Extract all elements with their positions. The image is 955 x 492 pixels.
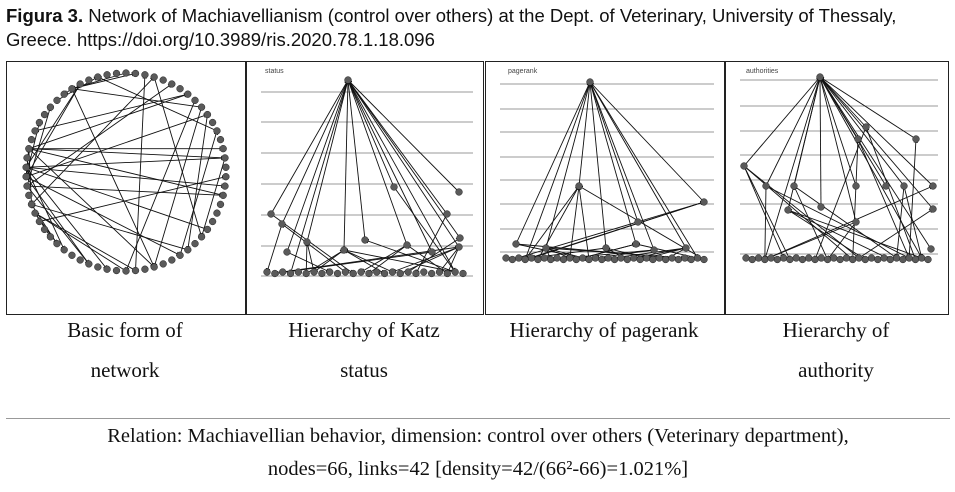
panel-authority bbox=[725, 61, 949, 315]
network-node bbox=[345, 77, 352, 84]
network-node bbox=[177, 85, 184, 92]
panel-katz-status bbox=[246, 61, 484, 315]
network-node bbox=[350, 270, 357, 277]
network-node bbox=[25, 192, 32, 199]
network-edge bbox=[348, 80, 447, 214]
network-edge bbox=[394, 187, 455, 272]
network-node bbox=[587, 79, 594, 86]
network-node bbox=[405, 269, 412, 276]
network-node bbox=[456, 244, 463, 251]
network-edge bbox=[859, 209, 933, 258]
network-node bbox=[901, 183, 908, 190]
network-node bbox=[311, 269, 318, 276]
network-edge bbox=[909, 139, 916, 258]
network-node bbox=[32, 210, 39, 217]
figure-caption-text: Network of Machiavellianism (control over others) at the Dept. of Veterinary, University of Thessaly, Greece. https://doi.org/10.3989/ris.2020.78.1.18.096 bbox=[6, 5, 897, 50]
network-node bbox=[85, 77, 92, 84]
network-node bbox=[28, 201, 35, 208]
network-node bbox=[805, 255, 812, 262]
network-edge bbox=[579, 186, 589, 260]
network-node bbox=[123, 70, 130, 77]
network-node bbox=[893, 255, 900, 262]
network-node bbox=[373, 269, 380, 276]
network-node bbox=[151, 264, 158, 271]
network-node bbox=[85, 261, 92, 268]
network-node bbox=[222, 183, 229, 190]
network-node bbox=[853, 219, 860, 226]
network-edge bbox=[136, 75, 145, 271]
network-node bbox=[918, 255, 925, 262]
network-node bbox=[420, 269, 427, 276]
network-node bbox=[436, 269, 443, 276]
network-node bbox=[683, 245, 690, 252]
network-node bbox=[824, 256, 831, 263]
network-node bbox=[220, 192, 227, 199]
network-node bbox=[198, 104, 205, 111]
network-node bbox=[503, 255, 510, 262]
network-node bbox=[899, 256, 906, 263]
pagerank-graph bbox=[486, 62, 724, 314]
network-node bbox=[204, 111, 211, 118]
network-node bbox=[611, 256, 618, 263]
relation-line1: Relation: Machiavellian behavior, dimension: control over others (Veterinary department), bbox=[107, 425, 849, 447]
network-edge bbox=[291, 80, 348, 274]
network-node bbox=[104, 71, 111, 78]
network-node bbox=[856, 255, 863, 262]
network-node bbox=[605, 255, 612, 262]
network-edge bbox=[858, 139, 909, 258]
network-node bbox=[284, 249, 291, 256]
network-node bbox=[192, 97, 199, 104]
network-node bbox=[61, 91, 68, 98]
network-node bbox=[397, 270, 404, 277]
network-edge bbox=[307, 80, 348, 242]
network-node bbox=[881, 255, 888, 262]
network-node bbox=[863, 124, 870, 131]
network-node bbox=[25, 145, 32, 152]
network-edge bbox=[27, 186, 223, 195]
network-edge bbox=[765, 186, 766, 260]
network-node bbox=[812, 256, 819, 263]
network-node bbox=[24, 183, 31, 190]
network-node bbox=[669, 255, 676, 262]
network-edge bbox=[35, 213, 50, 237]
network-edge bbox=[98, 77, 217, 131]
network-node bbox=[452, 269, 459, 276]
network-node bbox=[855, 136, 862, 143]
network-node bbox=[701, 256, 708, 263]
network-edge bbox=[815, 127, 866, 260]
network-node bbox=[656, 255, 663, 262]
network-node bbox=[429, 249, 436, 256]
network-node bbox=[168, 81, 175, 88]
network-edge bbox=[348, 80, 459, 192]
network-node bbox=[818, 255, 825, 262]
network-node bbox=[837, 256, 844, 263]
network-node bbox=[160, 261, 167, 268]
katz-status-graph bbox=[247, 62, 483, 314]
network-edge bbox=[516, 82, 590, 244]
network-node bbox=[28, 136, 35, 143]
network-node bbox=[780, 255, 787, 262]
network-node bbox=[132, 267, 139, 274]
network-node bbox=[513, 241, 520, 248]
network-node bbox=[217, 201, 224, 208]
network-node bbox=[184, 91, 191, 98]
network-node bbox=[791, 183, 798, 190]
network-node bbox=[603, 245, 610, 252]
network-node bbox=[637, 256, 644, 263]
network-node bbox=[214, 210, 221, 217]
network-edge bbox=[348, 80, 460, 238]
network-edge bbox=[287, 80, 348, 252]
network-node bbox=[554, 255, 561, 262]
network-node bbox=[113, 70, 120, 77]
network-node bbox=[675, 256, 682, 263]
network-edge bbox=[35, 213, 135, 270]
network-node bbox=[774, 256, 781, 263]
network-node bbox=[579, 255, 586, 262]
network-node bbox=[887, 256, 894, 263]
network-node bbox=[761, 256, 768, 263]
network-edge bbox=[29, 149, 225, 158]
basic-network-graph bbox=[7, 62, 245, 314]
network-node bbox=[930, 206, 937, 213]
network-node bbox=[184, 246, 191, 253]
network-node bbox=[566, 255, 573, 262]
network-node bbox=[334, 270, 341, 277]
network-node bbox=[303, 270, 310, 277]
network-node bbox=[94, 264, 101, 271]
divider-line bbox=[6, 418, 950, 419]
network-node bbox=[651, 247, 658, 254]
label-katz-status bbox=[246, 310, 482, 390]
network-node bbox=[793, 255, 800, 262]
network-node bbox=[592, 255, 599, 262]
network-node bbox=[576, 183, 583, 190]
label-pagerank-line1: Hierarchy of pagerank bbox=[509, 318, 699, 342]
network-node bbox=[36, 119, 43, 126]
network-node bbox=[326, 269, 333, 276]
network-node bbox=[23, 164, 30, 171]
network-node bbox=[47, 104, 54, 111]
network-node bbox=[849, 256, 856, 263]
network-node bbox=[23, 173, 30, 180]
network-edge bbox=[27, 84, 172, 186]
network-node bbox=[222, 173, 229, 180]
network-edge bbox=[282, 80, 348, 224]
authority-plot-label: authorities bbox=[746, 68, 779, 75]
network-node bbox=[41, 111, 48, 118]
network-node bbox=[77, 81, 84, 88]
network-edge bbox=[788, 77, 820, 210]
network-edge bbox=[765, 186, 933, 260]
network-edge bbox=[546, 82, 590, 248]
network-node bbox=[883, 183, 890, 190]
panel-pagerank bbox=[485, 61, 725, 315]
network-node bbox=[868, 255, 875, 262]
network-node bbox=[142, 266, 149, 273]
network-edge bbox=[271, 80, 348, 214]
network-node bbox=[47, 233, 54, 240]
network-node bbox=[749, 256, 756, 263]
network-node bbox=[428, 270, 435, 277]
network-node bbox=[444, 211, 451, 218]
network-node bbox=[304, 239, 311, 246]
network-node bbox=[366, 270, 373, 277]
label-katz-status-line2: status bbox=[340, 358, 388, 382]
network-node bbox=[341, 247, 348, 254]
network-node bbox=[264, 269, 271, 276]
network-edge bbox=[853, 139, 858, 260]
network-node bbox=[560, 256, 567, 263]
network-edge bbox=[590, 82, 606, 248]
network-node bbox=[209, 119, 216, 126]
network-node bbox=[198, 233, 205, 240]
network-node bbox=[69, 85, 76, 92]
network-node bbox=[404, 242, 411, 249]
network-edge bbox=[820, 77, 821, 207]
network-node bbox=[160, 77, 167, 84]
network-node bbox=[209, 218, 216, 225]
network-node bbox=[389, 269, 396, 276]
network-node bbox=[192, 240, 199, 247]
network-node bbox=[222, 155, 229, 162]
label-authority-line2: authority bbox=[798, 358, 874, 382]
authority-graph bbox=[726, 62, 948, 314]
network-edge bbox=[26, 177, 180, 256]
label-authority bbox=[725, 310, 947, 390]
network-node bbox=[874, 256, 881, 263]
network-node bbox=[381, 270, 388, 277]
relation-line2: nodes=66, links=42 [density=42/(66²-66)=1.021%] bbox=[267, 458, 689, 480]
label-pagerank bbox=[485, 310, 723, 350]
network-node bbox=[681, 255, 688, 262]
network-node bbox=[268, 211, 275, 218]
network-node bbox=[54, 240, 61, 247]
network-edge bbox=[26, 167, 207, 229]
relation-description bbox=[6, 420, 950, 486]
network-node bbox=[694, 255, 701, 262]
network-node bbox=[535, 256, 542, 263]
katz-plot-label: status bbox=[265, 68, 284, 75]
network-node bbox=[113, 267, 120, 274]
network-edge bbox=[39, 177, 225, 222]
network-node bbox=[853, 183, 860, 190]
network-node bbox=[630, 255, 637, 262]
network-node bbox=[763, 183, 770, 190]
network-node bbox=[32, 127, 39, 134]
network-node bbox=[41, 226, 48, 233]
figure-label: Figura 3. bbox=[6, 5, 84, 26]
network-node bbox=[787, 256, 794, 263]
network-edge bbox=[31, 77, 154, 204]
network-node bbox=[151, 74, 158, 81]
network-node bbox=[391, 184, 398, 191]
network-node bbox=[168, 257, 175, 264]
network-node bbox=[906, 255, 913, 262]
network-node bbox=[768, 255, 775, 262]
label-basic-network-line2: network bbox=[90, 358, 160, 382]
network-node bbox=[358, 269, 365, 276]
network-edge bbox=[26, 158, 225, 167]
network-node bbox=[586, 256, 593, 263]
network-node bbox=[624, 256, 631, 263]
network-node bbox=[817, 74, 824, 81]
network-node bbox=[799, 256, 806, 263]
network-node bbox=[271, 270, 278, 277]
network-node bbox=[543, 245, 550, 252]
network-node bbox=[104, 266, 111, 273]
network-edge bbox=[29, 149, 223, 196]
network-node bbox=[755, 255, 762, 262]
network-node bbox=[204, 226, 211, 233]
label-basic-network bbox=[6, 310, 244, 390]
network-node bbox=[515, 255, 522, 262]
network-node bbox=[930, 183, 937, 190]
network-node bbox=[362, 237, 369, 244]
label-authority-line1: Hierarchy of bbox=[782, 318, 890, 342]
network-node bbox=[456, 189, 463, 196]
network-node bbox=[77, 257, 84, 264]
network-node bbox=[287, 270, 294, 277]
network-node bbox=[618, 255, 625, 262]
network-node bbox=[279, 221, 286, 228]
network-node bbox=[460, 270, 467, 277]
network-edge bbox=[416, 214, 447, 274]
network-node bbox=[220, 145, 227, 152]
network-node bbox=[69, 252, 76, 259]
network-node bbox=[633, 241, 640, 248]
label-basic-network-line1: Basic form of bbox=[67, 318, 183, 342]
network-node bbox=[830, 255, 837, 262]
network-node bbox=[701, 199, 708, 206]
network-node bbox=[541, 255, 548, 262]
network-edge bbox=[26, 167, 225, 186]
network-node bbox=[94, 74, 101, 81]
network-node bbox=[573, 256, 580, 263]
network-edge bbox=[348, 80, 432, 252]
network-node bbox=[413, 270, 420, 277]
network-node bbox=[222, 164, 229, 171]
network-node bbox=[36, 218, 43, 225]
network-node bbox=[177, 252, 184, 259]
network-node bbox=[54, 97, 61, 104]
network-node bbox=[522, 256, 529, 263]
network-node bbox=[61, 246, 68, 253]
network-node bbox=[928, 246, 935, 253]
network-edge bbox=[765, 77, 820, 260]
network-node bbox=[295, 269, 302, 276]
network-node bbox=[457, 235, 464, 242]
network-edge bbox=[27, 186, 89, 264]
network-node bbox=[217, 136, 224, 143]
network-edge bbox=[26, 177, 89, 264]
network-node bbox=[142, 71, 149, 78]
network-node bbox=[843, 255, 850, 262]
network-node bbox=[688, 256, 695, 263]
network-node bbox=[662, 256, 669, 263]
network-node bbox=[509, 256, 516, 263]
network-edge bbox=[744, 77, 820, 166]
network-node bbox=[279, 269, 286, 276]
network-node bbox=[743, 255, 750, 262]
network-node bbox=[650, 256, 657, 263]
pagerank-plot-label: pagerank bbox=[508, 68, 538, 75]
network-node bbox=[123, 268, 130, 275]
network-node bbox=[741, 163, 748, 170]
network-edge bbox=[344, 80, 348, 250]
network-edge bbox=[267, 224, 282, 272]
network-node bbox=[547, 256, 554, 263]
network-node bbox=[818, 204, 825, 211]
network-node bbox=[912, 256, 919, 263]
network-node bbox=[913, 136, 920, 143]
network-node bbox=[925, 256, 932, 263]
network-node bbox=[342, 269, 349, 276]
network-node bbox=[862, 256, 869, 263]
network-edge bbox=[29, 94, 188, 148]
network-node bbox=[24, 155, 31, 162]
network-node bbox=[444, 270, 451, 277]
network-node bbox=[635, 219, 642, 226]
network-node bbox=[318, 270, 325, 277]
panel-basic-network bbox=[6, 61, 246, 315]
figure-caption bbox=[6, 4, 951, 52]
network-node bbox=[132, 70, 139, 77]
label-katz-status-line1: Hierarchy of Katz bbox=[288, 318, 440, 342]
network-node bbox=[214, 127, 221, 134]
network-node bbox=[643, 255, 650, 262]
network-node bbox=[785, 207, 792, 214]
network-node bbox=[598, 256, 605, 263]
network-node bbox=[528, 255, 535, 262]
